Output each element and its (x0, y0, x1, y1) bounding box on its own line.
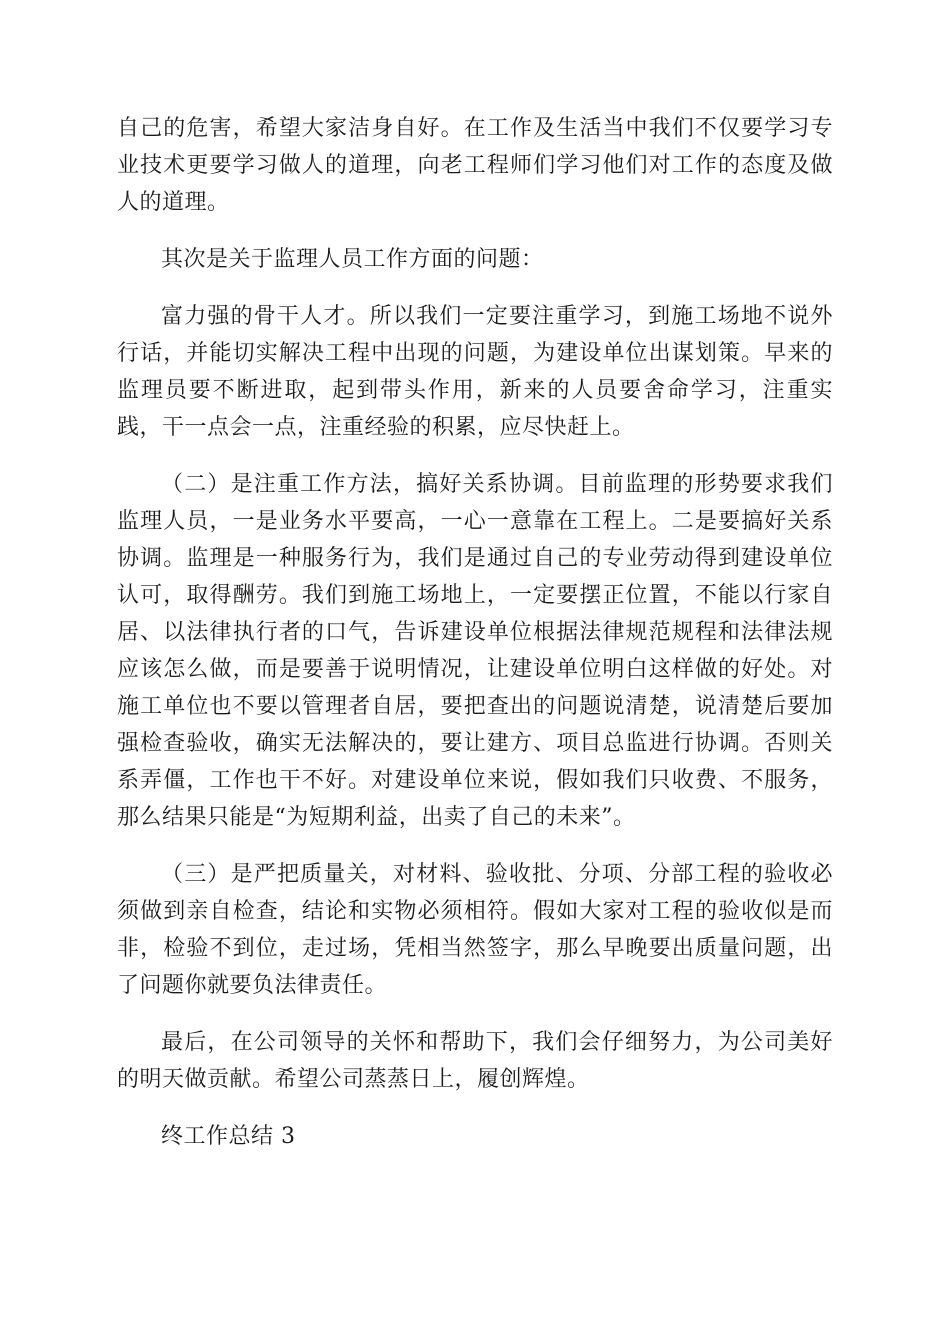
paragraph-1: 自己的危害，希望大家洁身自好。在工作及生活当中我们不仅要学习专业技术更要学习做人的道理，向老工程师们学习他们对工作的态度及做人的道理。 (117, 116, 833, 215)
section-heading: 终工作总结 3 (161, 1124, 296, 1149)
paragraph-4: （二）是注重工作方法，搞好关系协调。目前监理的形势要求我们监理人员，一是业务水平要高，一心一意靠在工程上。二是要搞好关系协调。监理是一种服务行为，我们是通过自己的专业劳动得到建设单位认可，取得酬劳。我们到施工场地上，一定要摆正位置，不能以行家自居、以法律执行者的口气，告诉建设单位根据法律规范规程和法律法规应该怎么做，而是要善于说明情况，让建设单位明白这样做的好处。对施工单位也不要以管理者自居，要把查出的问题说清楚，说清楚后要加强检查验收，确实无法解决的，要让建方、项目总监进行协调。否则关系弄僵，工作也干不好。对建设单位来说，假如我们只收费、不服务，那么结果只能是“为短期利益，出卖了自己的未来”。 (117, 472, 833, 830)
paragraph-2: 其次是关于监理人员工作方面的问题： (161, 247, 544, 272)
paragraph-3: 富力强的骨干人才。所以我们一定要注重学习，到施工场地不说外行话，并能切实解决工程中出现的问题，为建设单位出谋划策。早来的监理员要不断进取，起到带头作用，新来的人员要舍命学习，注重实践，干一点会一点，注重经验的积累，应尽快赶上。 (117, 304, 833, 440)
document-body (117, 110, 833, 1175)
paragraph-6: 最后，在公司领导的关怀和帮助下，我们会仔细努力，为公司美好的明天做贡献。希望公司蒸蒸日上，履创辉煌。 (117, 1030, 833, 1092)
paragraph-5: （三）是严把质量关，对材料、验收批、分项、分部工程的验收必须做到亲自检查，结论和实物必须相符。假如大家对工程的验收似是而非，检验不到位，走过场，凭相当然签字，那么早晚要出质量问题，出了问题你就要负法律责任。 (117, 862, 833, 998)
